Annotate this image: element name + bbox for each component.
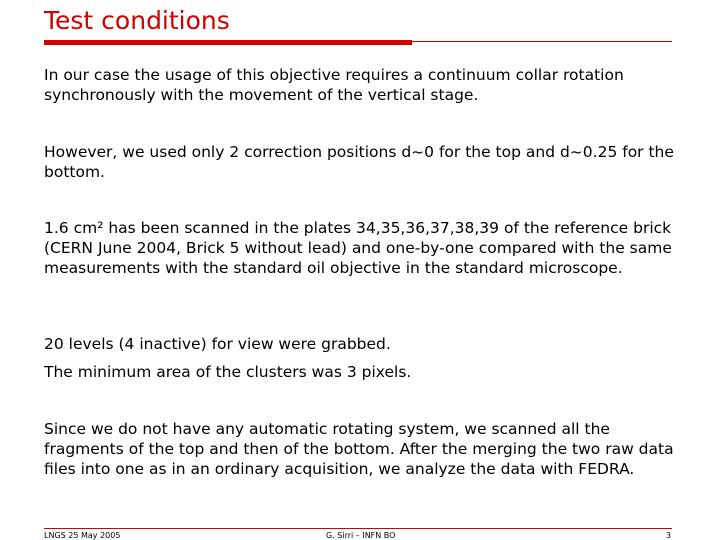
title-underline-thick (44, 40, 412, 45)
footer-rule (44, 528, 672, 529)
footer-date: LNGS 25 May 2005 (44, 531, 121, 540)
footer-page-number: 3 (666, 531, 672, 540)
slide-title: Test conditions (44, 6, 230, 35)
footer-author: G. Sirri – INFN BO (326, 531, 396, 540)
paragraph-minimum-area: The minimum area of the clusters was 3 pixels. (44, 363, 412, 381)
paragraph-scanned-plates: 1.6 cm² has been scanned in the plates 34,35,36,37,38,39 of the reference brick (CERN June 2004, Brick 5 without lead) and one-by-one compared with the same measurements with the standard oil objective in the standard microscope. (44, 219, 672, 277)
paragraph-collar-rotation: In our case the usage of this objective requires a continuum collar rotation synchronously with the movement of the vertical stage. (44, 66, 624, 104)
paragraph-correction-positions: However, we used only 2 correction positions d~0 for the top and d~0.25 for the bottom. (44, 143, 674, 181)
paragraph-fedra-analysis: Since we do not have any automatic rotating system, we scanned all the fragments of the top and then of the bottom. After the merging the two raw data files into one as in an ordinary acquisition, we analyze the data with FEDRA. (44, 420, 674, 478)
paragraph-levels-grabbed: 20 levels (4 inactive) for view were grabbed. (44, 335, 391, 353)
